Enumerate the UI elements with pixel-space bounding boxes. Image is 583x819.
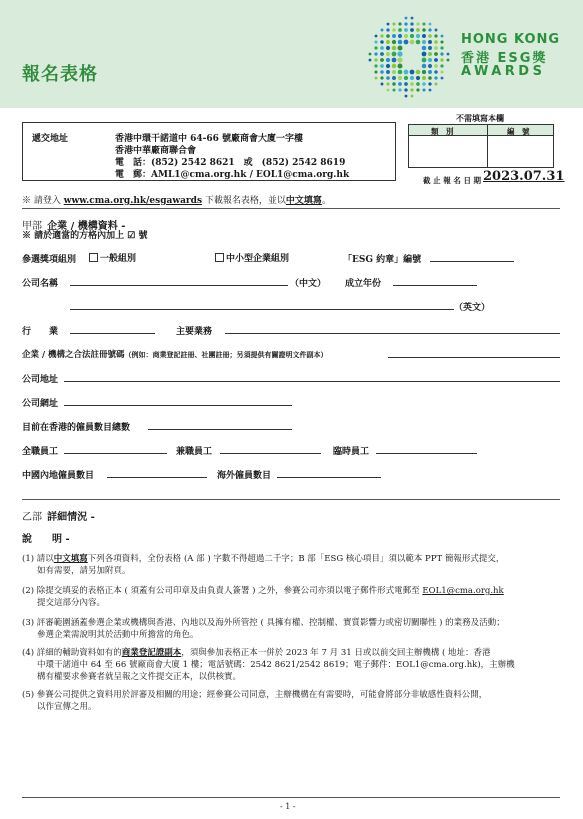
logo-dot xyxy=(410,34,414,38)
logo-dot xyxy=(416,22,419,25)
logo-dot xyxy=(404,22,407,25)
logo-dot xyxy=(380,52,384,56)
email-link[interactable]: EOL1@cma.org.hk xyxy=(422,586,504,596)
logo-dot xyxy=(387,23,390,26)
submission-address-box xyxy=(22,122,396,181)
logo-dot xyxy=(386,58,390,62)
logo-dot xyxy=(410,28,414,32)
english-tag: （英文） xyxy=(454,303,491,313)
year-founded-field[interactable] xyxy=(393,285,477,286)
logo-dot xyxy=(404,34,408,38)
logo-dot xyxy=(380,40,384,44)
logo-dot xyxy=(374,46,377,49)
logo-dot xyxy=(392,70,396,74)
logo-dot xyxy=(398,28,402,32)
download-note: ※ 請登入 www.cma.org.hk/esgawards 下載報名表格，並以中文填寫。 xyxy=(22,196,331,206)
logo-dot xyxy=(434,34,437,37)
general-group-checkbox[interactable] xyxy=(89,253,98,262)
company-address-label: 公司地址 xyxy=(22,375,59,385)
page-title: 報名表格 xyxy=(22,64,98,85)
section-b-title: 乙部 詳細情況 - xyxy=(22,512,95,523)
logo-dot xyxy=(369,59,372,62)
logo-dot xyxy=(416,88,419,91)
logo-dot xyxy=(416,70,421,75)
logo-dot xyxy=(386,64,390,68)
logo-dot xyxy=(398,34,402,38)
divider xyxy=(22,208,560,209)
note-item: (4) 詳細的輔助資料如有的商業登記證副本，須與參加表格正本一併於 2023 年 7 月 31 日或以前交回主辦機構 ( 地址：香港 xyxy=(22,648,491,658)
full-time-label: 全職員工 xyxy=(22,447,59,457)
logo-dot xyxy=(422,34,426,38)
logo-dot xyxy=(386,82,389,85)
logo-dot xyxy=(416,34,420,38)
logo-dot xyxy=(434,40,438,44)
page-number: - 1 - xyxy=(280,802,296,811)
industry-field[interactable] xyxy=(70,333,155,334)
logo-dot xyxy=(416,40,421,45)
note-item: (1) 請以中文填寫下列各項資料，全份表格 (A 部 ) 字數不得超過二千字；B 部「ESG 核心項目」須以範本 PPT 簡報形式提交， xyxy=(22,554,505,564)
logo-dot xyxy=(429,23,432,26)
section-a-title: 甲部 企業 / 機構資料 - xyxy=(22,221,126,232)
note-item-continued: 中環干諾道中 64 至 66 號廠商會大廈 1 樓；電話號碼：2542 8621/2542 8619；電子郵件：EOL1@cma.org.hk)，主辦機 xyxy=(37,660,515,670)
logo-dot xyxy=(380,58,384,62)
logo-dot xyxy=(435,83,438,86)
logo-dot xyxy=(435,29,438,32)
logo-dot xyxy=(422,88,425,91)
logo-dot xyxy=(422,28,426,32)
logo-dot xyxy=(422,52,427,57)
logo-dot xyxy=(405,95,408,98)
general-group-option[interactable]: 一般組別 xyxy=(89,251,136,264)
logo-dot xyxy=(441,77,444,80)
mainland-staff-label: 中國內地僱員數目 xyxy=(22,471,95,481)
logo-dot xyxy=(416,28,420,32)
charter-number-label: 「ESG 約章」編號 xyxy=(343,255,422,265)
main-business-field[interactable] xyxy=(225,333,560,334)
sme-group-checkbox[interactable] xyxy=(215,253,224,262)
checkbox-instruction: ※ 請於適當的方格內加上 ☑ 號 xyxy=(22,231,148,241)
divider xyxy=(22,499,560,500)
note-item-continued: 以作宣傳之用。 xyxy=(37,702,97,712)
logo-dot xyxy=(422,58,427,63)
logo-dot xyxy=(440,40,443,43)
logo-dot xyxy=(428,52,432,56)
logo-dot xyxy=(428,70,432,74)
phone-line: 電 話：(852) 2542 8621 或 (852) 2542 8619 xyxy=(115,158,346,168)
logo-text-awards: AWARDS xyxy=(461,64,546,79)
logo-dot xyxy=(428,82,431,85)
logo-dot xyxy=(422,46,427,51)
logo-dot xyxy=(411,95,414,98)
office-use-box xyxy=(408,124,554,168)
website-field[interactable] xyxy=(64,405,292,406)
award-group-label: 參選獎項組別 xyxy=(22,255,77,265)
logo-dot xyxy=(392,52,397,57)
notes-heading: 說 明 - xyxy=(22,534,70,545)
logo-dot xyxy=(392,82,396,86)
logo-dot xyxy=(398,40,403,45)
address-line: 香港中環干諾道中 64-66 號廠商會大廈一字樓 xyxy=(115,134,304,144)
logo-dot xyxy=(416,76,420,80)
note-item: (3) 評審範圍涵蓋參選企業或機構與香港、內地以及海外所管控 ( 具擁有權、控制權、實質影響力或密切關聯性 ) 的業務及活動； xyxy=(22,618,505,628)
email-line: 電 郵：AML1@cma.org.hk / EOL1@cma.org.hk xyxy=(115,170,350,180)
logo-dot xyxy=(440,70,443,73)
logo-dot xyxy=(369,53,372,56)
logo-dot xyxy=(386,70,390,74)
address-label: 遞交地址 xyxy=(32,134,69,144)
logo-dot xyxy=(375,35,378,38)
logo-dot xyxy=(428,46,432,50)
temp-staff-label: 臨時員工 xyxy=(333,447,370,457)
website-label: 公司網址 xyxy=(22,399,59,409)
logo-dot xyxy=(422,22,425,25)
logo-dot xyxy=(392,22,395,25)
logo-dot xyxy=(410,22,413,25)
logo-dot xyxy=(405,17,408,20)
mainland-staff-field[interactable] xyxy=(107,477,207,478)
logo-dot xyxy=(434,64,438,68)
logo-dot xyxy=(429,89,432,92)
note-item-continued: 如有需要，請另加附頁。 xyxy=(37,566,131,576)
logo-dot xyxy=(386,46,390,50)
industry-label: 行 業 xyxy=(22,327,59,337)
logo-dot xyxy=(428,76,432,80)
logo-text-hong-kong: HONG KONG xyxy=(461,32,561,47)
note-item: (2) 除提交填妥的表格正本 ( 須蓋有公司印章及由負責人簽署 ) 之外，參賽公司亦須以電子郵件形式電郵至 EOL1@cma.org.hk xyxy=(22,586,504,596)
charter-number-field[interactable] xyxy=(430,261,514,262)
logo-dot xyxy=(447,59,450,62)
logo-dot xyxy=(404,70,409,75)
registration-number-label: 企業 / 機構之合法註冊號碼（例如：商業登記註冊、社團註冊；另須提供有關證明文件副本） xyxy=(22,350,328,360)
organizer-name: 香港中華廠商聯合會 xyxy=(115,146,197,156)
logo-text-esg: 香港 ESG獎 xyxy=(461,51,548,66)
logo-dot xyxy=(386,40,390,44)
logo-dot xyxy=(374,52,377,55)
company-name-label: 公司名稱 xyxy=(22,279,59,289)
logo-dot xyxy=(422,70,426,74)
logo-dot xyxy=(392,88,395,91)
logo-dot xyxy=(397,57,402,62)
logo-dot xyxy=(410,70,415,75)
logo-dot xyxy=(375,77,378,80)
logo-dot xyxy=(410,88,413,91)
hk-staff-label: 目前在香港的僱員數目總數 xyxy=(22,423,131,433)
full-time-field[interactable] xyxy=(64,453,167,454)
note-item-continued: 構有權要求參賽者就呈報之文件提交正本，以供核實。 xyxy=(37,672,242,682)
logo-dot xyxy=(380,46,384,50)
sme-group-option[interactable]: 中小型企業組別 xyxy=(215,251,289,264)
logo-dot xyxy=(386,28,389,31)
logo-dot xyxy=(404,82,408,86)
hk-esg-awards-logo-icon xyxy=(366,14,452,100)
overseas-staff-label: 海外僱員數目 xyxy=(217,471,272,481)
logo-dot xyxy=(392,34,396,38)
logo-dot xyxy=(440,52,443,55)
logo-dot xyxy=(440,58,443,61)
logo-dot xyxy=(434,52,438,56)
logo-dot xyxy=(380,34,383,37)
logo-dot xyxy=(380,64,384,68)
logo-dot xyxy=(428,58,432,62)
company-name-english-field[interactable] xyxy=(70,309,454,310)
logo-dot xyxy=(411,17,414,20)
logo-dot xyxy=(410,76,414,80)
part-time-field[interactable] xyxy=(220,453,321,454)
note-item: (5) 參賽公司提供之資料用於評審及相關的用途；經參賽公司同意，主辦機構在有需要時，可能會將部分非敏感性資料公開， xyxy=(22,690,488,700)
logo-dot xyxy=(380,70,384,74)
logo-dot xyxy=(386,52,390,56)
logo-dot xyxy=(374,58,377,61)
logo-dot xyxy=(416,82,420,86)
logo-dot xyxy=(404,40,409,45)
logo-dot xyxy=(410,82,414,86)
logo-dot xyxy=(374,40,377,43)
logo-dot xyxy=(392,76,396,80)
download-link[interactable]: www.cma.org.hk/esgawards xyxy=(63,196,203,206)
logo-dot xyxy=(398,88,401,91)
logo-dot xyxy=(387,89,390,92)
logo-dot xyxy=(386,34,390,38)
overseas-staff-field[interactable] xyxy=(277,477,381,478)
logo-dot xyxy=(381,83,384,86)
year-founded-label: 成立年份 xyxy=(345,279,382,289)
logo-dot xyxy=(434,58,438,62)
logo-dot xyxy=(392,46,397,51)
logo-dot xyxy=(447,53,450,56)
logo-dot xyxy=(392,40,396,44)
deadline-label: 截 止 報 名 日 期 xyxy=(423,176,482,185)
logo-dot xyxy=(422,64,427,69)
note-item-continued: 提交這部分內容。 xyxy=(37,598,106,608)
logo-dot xyxy=(440,46,443,49)
logo-dot xyxy=(398,70,403,75)
logo-dot xyxy=(398,46,403,51)
logo-dot xyxy=(398,22,401,25)
logo-dot xyxy=(428,28,431,31)
logo-dot xyxy=(434,70,438,74)
logo-dot xyxy=(428,64,432,68)
logo-dot xyxy=(422,76,426,80)
logo-dot xyxy=(392,28,396,32)
logo-dot xyxy=(404,28,408,32)
main-business-label: 主要業務 xyxy=(176,327,213,337)
logo-dot xyxy=(397,51,402,56)
logo-dot xyxy=(434,76,437,79)
logo-dot xyxy=(422,82,426,86)
logo-dot xyxy=(441,35,444,38)
logo-dot xyxy=(374,64,377,67)
logo-dot xyxy=(398,64,403,69)
number-header: 編 號 xyxy=(507,127,530,136)
chinese-tag: （中文） xyxy=(290,279,327,289)
temp-staff-field[interactable] xyxy=(376,453,477,454)
part-time-label: 兼職員工 xyxy=(176,447,213,457)
logo-dot xyxy=(398,76,402,80)
logo-dot xyxy=(404,88,407,91)
registration-number-field[interactable] xyxy=(388,357,560,358)
company-address-field[interactable] xyxy=(64,381,560,382)
deadline-date: 2023.07.31 xyxy=(483,169,565,184)
logo-dot xyxy=(422,40,426,44)
logo-dot xyxy=(386,76,390,80)
logo-dot xyxy=(381,29,384,32)
company-name-chinese-field[interactable] xyxy=(70,285,288,286)
logo-dot xyxy=(428,34,432,38)
logo-dot xyxy=(398,82,402,86)
logo-dot xyxy=(440,64,443,67)
footer-divider xyxy=(22,797,560,798)
logo-dot xyxy=(374,70,377,73)
logo-dot xyxy=(428,40,432,44)
category-header: 類 別 xyxy=(431,127,454,136)
hk-staff-field[interactable] xyxy=(148,429,292,430)
logo-dot xyxy=(380,76,383,79)
office-use-caption: 不需填寫本欄 xyxy=(456,113,504,123)
logo-dot xyxy=(410,40,415,45)
logo-dot xyxy=(392,64,397,69)
note-item-continued: 參選企業需說明其於活動中所擔當的角色。 xyxy=(37,630,199,640)
logo-dot xyxy=(404,76,408,80)
logo-dot xyxy=(392,58,397,63)
logo-dot xyxy=(434,46,438,50)
